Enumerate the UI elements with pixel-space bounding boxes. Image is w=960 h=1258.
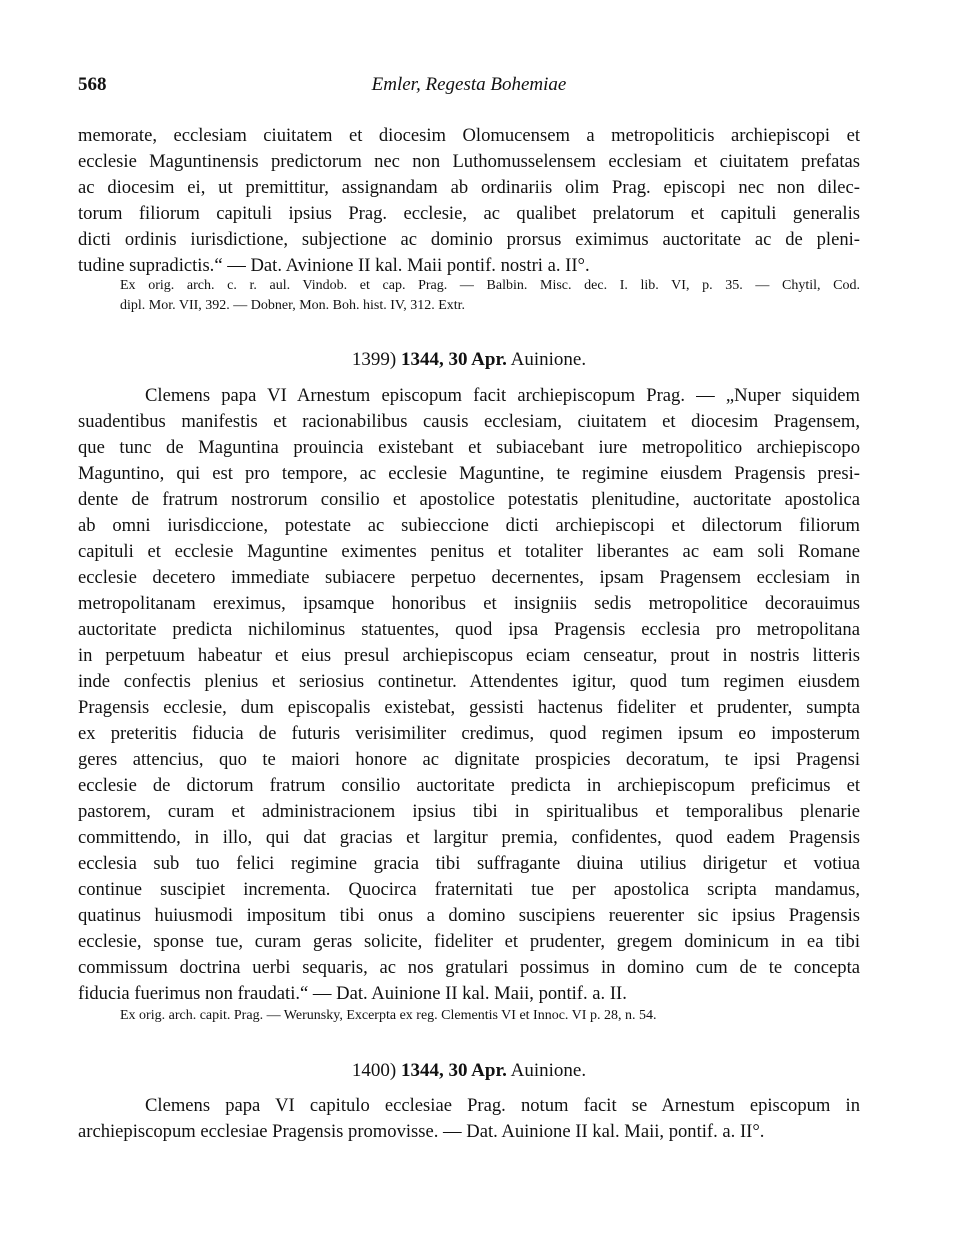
- text-line: ecclesie de dictorum fratrum consilio auctoritate predicta in archiepiscopum preficimus et: [78, 775, 860, 796]
- text-line: ecclesie Maguntinensis predictorum nec non Luthomusselensem ecclesiam et ciuitatem prefatas: [78, 151, 860, 172]
- text-line: fiducia fuerimus non fraudati.“ — Dat. Auinione II kal. Maii, pontif. a. II.: [78, 983, 627, 1004]
- text-line: ecclesie, sponse tue, curam geras solicite, fideliter et prudenter, gregem dominicum in ea tibi: [78, 931, 860, 952]
- text-line: ex preteritis fiducia de futuris verisimiliter credimus, quod regimen ipsum eo imposterum: [78, 723, 860, 744]
- text-line: ecclesia sub tuo felici regimine gracia tibi suffragante diuina utilius dirigetur et votiua: [78, 853, 860, 874]
- source-note-line: dipl. Mor. VII, 392. — Dobner, Mon. Boh. hist. IV, 312. Extr.: [120, 298, 466, 313]
- text-line: torum filiorum capituli ipsius Prag. ecclesie, ac qualibet prelatorum et capituli generalis: [78, 203, 860, 224]
- text-line: ab omni iurisdiccione, potestate ac subieccione dicti archiepiscopi et dilectorum filiorum: [78, 515, 860, 536]
- text-line: Pragensis ecclesie, dum episcopalis existebat, gessisti hactenus fideliter et prudenter, sumpta: [78, 697, 860, 718]
- text-line: pastorem, curam et administracionem ipsius tibi in spiritualibus et temporalibus plenarie: [78, 801, 860, 822]
- source-note-line: Ex orig. arch. capit. Prag. — Werunsky, Excerpta ex reg. Clementis VI et Innoc. VI p. 28, n. 54.: [120, 1008, 657, 1023]
- entry-number: 1399): [351, 349, 397, 370]
- entry-place: Auinione.: [510, 349, 587, 370]
- running-header: [78, 74, 860, 104]
- running-title: Emler, Regesta Bohemiae: [371, 74, 567, 95]
- entry-heading-1399: [78, 347, 860, 373]
- text-line: memorate, ecclesiam ciuitatem et diocesim Olomucensem a metropoliticis archiepiscopi et: [78, 125, 860, 146]
- text-line: metropolitanam ereximus, ipsamque honoribus et insigniis sedis metropolitice decorauimus: [78, 593, 860, 614]
- text-line: capituli et ecclesie Maguntine eximentes penitus et totaliter liberantes ac eam soli Romane: [78, 541, 860, 562]
- entry-heading-1400: [78, 1058, 860, 1084]
- text-line: dente de fratrum nostrorum consilio et apostolice potestatis plenitudine, auctoritate apostolica: [78, 489, 860, 510]
- text-line: ecclesie decetero immediate subiacere perpetuo decernentes, ipsam Pragensem ecclesiam in: [78, 567, 860, 588]
- text-line: Clemens papa VI Arnestum episcopum facit archiepiscopum Prag. — „Nuper siquidem: [145, 385, 860, 406]
- text-line: commissum doctrina uerbi sequaris, ac nos gratulari possimus in domino cum de te concepta: [78, 957, 860, 978]
- source-note-line: Ex orig. arch. c. r. aul. Vindob. et cap. Prag. — Balbin. Misc. dec. I. lib. VI, p. 35. — Chytil, Cod.: [120, 278, 860, 293]
- text-line: archiepiscopum ecclesiae Pragensis promovisse. — Dat. Auinione II kal. Maii, pontif. a. II°.: [78, 1121, 765, 1142]
- text-line: geres attencius, quo te maiori honore ac dignitate prospicies decoratum, te ipsi Pragensi: [78, 749, 860, 770]
- text-line: Clemens papa VI capitulo ecclesiae Prag. notum facit se Arnestum episcopum in: [145, 1095, 860, 1116]
- page-number: 568: [78, 74, 107, 95]
- text-line: inde confectis plenius et seriosius continetur. Attendentes igitur, quod tum regimen eiusdem: [78, 671, 860, 692]
- text-line: quatinus huiusmodi impositum tibi onus a domino suscipiens reuerenter sic ipsius Pragensis: [78, 905, 860, 926]
- entry-date: 1344, 30 Apr.: [400, 1060, 507, 1081]
- text-line: in perpetuum habeatur et eius presul archiepiscopus eciam censeatur, prout in nostris litteris: [78, 645, 860, 666]
- text-line: dicti ordinis iurisdictione, subjectione ac dominio prorsus eximimus auctoritate ac de pleni-: [78, 229, 860, 250]
- text-line: committendo, in illo, qui dat gracias et largitur premia, confidentes, quod eadem Pragensis: [78, 827, 860, 848]
- entry-date: 1344, 30 Apr.: [400, 349, 507, 370]
- text-line: que tunc de Maguntina prouincia existebant et subiacebant iure metropolitico archiepiscopo: [78, 437, 860, 458]
- text-line: ac diocesim ei, ut premittitur, assignandam ab ordinariis olim Prag. episcopi nec non dilec-: [78, 177, 860, 198]
- text-line: auctoritate predicta nichilominus statuentes, quod ipsa Pragensis ecclesia pro metropolitana: [78, 619, 860, 640]
- entry-number: 1400): [351, 1060, 397, 1081]
- entry-place: Auinione.: [510, 1060, 587, 1081]
- text-line: continue suscipiet incrementa. Quocirca fraternitati tue per apostolica scripta mandamus,: [78, 879, 860, 900]
- text-line: suadentibus manifestis et racionabilibus causis ecclesiam, ciuitatem et diocesim Pragensem,: [78, 411, 860, 432]
- text-line: tudine supradictis.“ — Dat. Avinione II kal. Maii pontif. nostri a. II°.: [78, 255, 590, 276]
- text-line: Maguntino, qui est pro tempore, ac ecclesie Maguntine, te regimine eiusdem Pragensis presi-: [78, 463, 860, 484]
